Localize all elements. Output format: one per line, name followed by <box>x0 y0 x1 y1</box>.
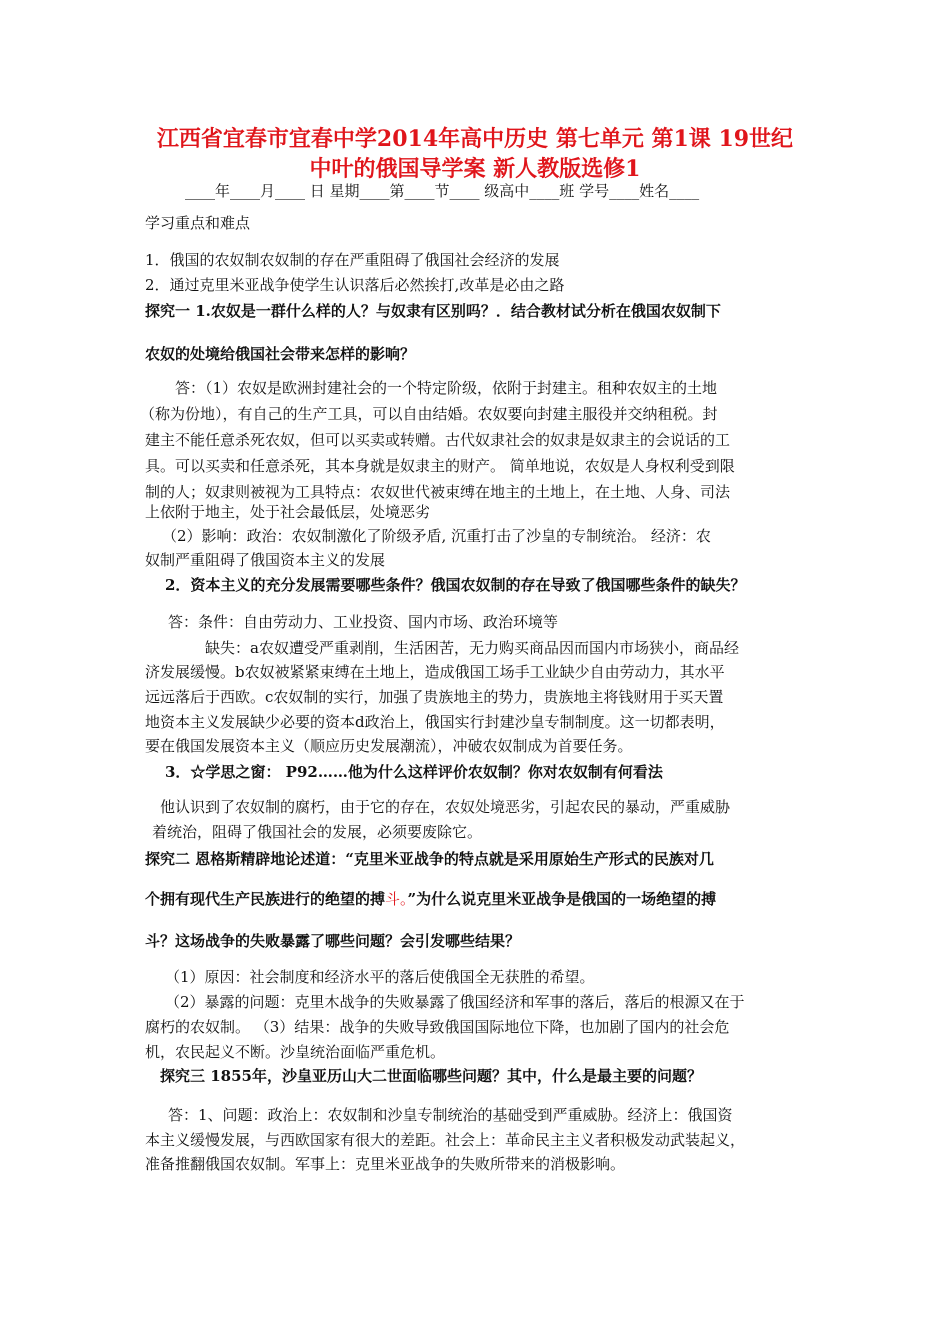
explore3-question: 探究三 1855年，沙皇亚历山大二世面临哪些问题？其中，什么是最主要的问题？ <box>160 1067 702 1085</box>
explore3-answer-line: 准备推翻俄国农奴制。军事上：克里米亚战争的失败所带来的消极影响。 <box>145 1155 626 1173</box>
explore1-question-line-2: 农奴的处境给俄国社会带来怎样的影响？ <box>145 345 416 363</box>
explore2-answer-line: （1）原因：社会制度和经济水平的落后使俄国全无获胜的希望。 <box>165 968 595 986</box>
student-info-line: ____年____月____ 日 星期____第____节____ 级高中____班 学号____姓名____ <box>185 182 700 200</box>
explore1-answer2-line: 地资本主义发展缺少必要的资本d政治上，俄国实行封建沙皇专制制度。这一切都表明， <box>145 713 725 731</box>
explore1-question-2: 2．资本主义的充分发展需要哪些条件？俄国农奴制的存在导致了俄国哪些条件的缺失？ <box>165 576 746 594</box>
explore1-answer2-line: 要在俄国发展资本主义（顺应历史发展潮流），冲破农奴制成为首要任务。 <box>145 737 633 755</box>
explore2-answer-line: 机，农民起义不断。沙皇统治面临严重危机。 <box>145 1043 446 1061</box>
explore1-answer-line: 答：（1）农奴是欧洲封建社会的一个特定阶级，依附于封建主。租种农奴主的土地 <box>175 379 718 397</box>
explore2-question-line-3: 斗？这场战争的失败暴露了哪些问题？会引发哪些结果？ <box>145 932 521 950</box>
explore1-answer-line: （称为份地），有自己的生产工具，可以自由结婚。农奴要向封建主服役并交纳租税。封 <box>140 405 718 423</box>
explore3-answer-line: 答：1、问题：政治上：农奴制和沙皇专制统治的基础受到严重威胁。经济上：俄国资 <box>168 1106 733 1124</box>
explore3-answer-line: 本主义缓慢发展，与西欧国家有很大的差距。社会上：革命民主主义者积极发动武装起义， <box>145 1131 746 1149</box>
explore1-answer2-line: 济发展缓慢。b农奴被紧紧束缚在土地上，造成俄国工场手工业缺少自由劳动力，其水平 <box>145 663 725 681</box>
explore2-question-line-1: 探究二 恩格斯精辟地论述道：“克里米亚战争的特点就是采用原始生产形式的民族对几 <box>145 850 714 868</box>
explore2-question-part: ”为什么说克里米亚战争是俄国的一场绝望的搏 <box>407 890 717 908</box>
document-title-line-1: 江西省宜春市宜春中学2014年高中历史 第七单元 第1课 19世纪 <box>156 126 794 152</box>
explore1-answer-line: 建主不能任意杀死农奴，但可以买卖或转赠。古代奴隶社会的奴隶是奴隶主的会说话的工 <box>145 431 731 449</box>
section-heading: 学习重点和难点 <box>145 214 251 232</box>
explore1-answer2-line: 远远落后于西欧。c农奴制的实行，加强了贵族地主的势力，贵族地主将钱财用于买天置 <box>145 688 724 706</box>
key-point-2: 2．通过克里米亚战争使学生认识落后必然挨打,改革是必由之路 <box>145 276 565 294</box>
document-title-line-2: 中叶的俄国导学案 新人教版选修1 <box>309 156 641 182</box>
explore2-question-part: 个拥有现代生产民族进行的绝望的搏 <box>145 890 386 908</box>
explore1-answer-line: 制的人；奴隶则被视为工具特点：农奴世代被束缚在地主的土地上，在土地、人身、司法 <box>145 483 731 501</box>
explore2-answer-line: （2）暴露的问题：克里木战争的失败暴露了俄国经济和军事的落后，落后的根源又在于 <box>165 993 745 1011</box>
key-point-1: 1．俄国的农奴制农奴制的存在严重阻碍了俄国社会经济的发展 <box>145 251 560 269</box>
explore1-answer3-line: 他认识到了农奴制的腐朽，由于它的存在，农奴处境恶劣，引起农民的暴动，严重威胁 <box>160 798 731 816</box>
explore1-answer-line: 奴制严重阻碍了俄国资本主义的发展 <box>145 551 386 569</box>
explore1-answer2-line: 缺失：a农奴遭受严重剥削，生活困苦，无力购买商品因而国内市场狭小，商品经 <box>205 639 739 657</box>
explore1-question-line-1: 探究一 1.农奴是一群什么样的人？与奴隶有区别吗？．结合教材试分析在俄国农奴制下 <box>145 302 721 320</box>
explore1-question-3: 3．☆学思之窗： P92……他为什么这样评价农奴制？你对农奴制有何看法 <box>165 763 663 781</box>
explore1-answer3-line: 着统治，阻碍了俄国社会的发展，必须要废除它。 <box>152 823 483 841</box>
explore1-answer-line: 具。可以买卖和任意杀死，其本身就是奴隶主的财产。 简单地说，农奴是人身权利受到限 <box>145 457 735 475</box>
explore2-answer-line: 腐朽的农奴制。 （3）结果：战争的失败导致俄国国际地位下降，也加剧了国内的社会危 <box>145 1018 730 1036</box>
explore1-answer-line: 上依附于地主，处于社会最低层，处境恶劣 <box>145 503 431 521</box>
explore2-question-highlight: 斗。 <box>385 890 408 908</box>
explore2-question-line-2 <box>145 888 716 909</box>
explore1-answer-line: （2）影响：政治：农奴制激化了阶级矛盾, 沉重打击了沙皇的专制统治。 经济：农 <box>162 527 711 545</box>
explore1-answer2-line: 答：条件：自由劳动力、工业投资、国内市场、政治环境等 <box>168 613 559 631</box>
